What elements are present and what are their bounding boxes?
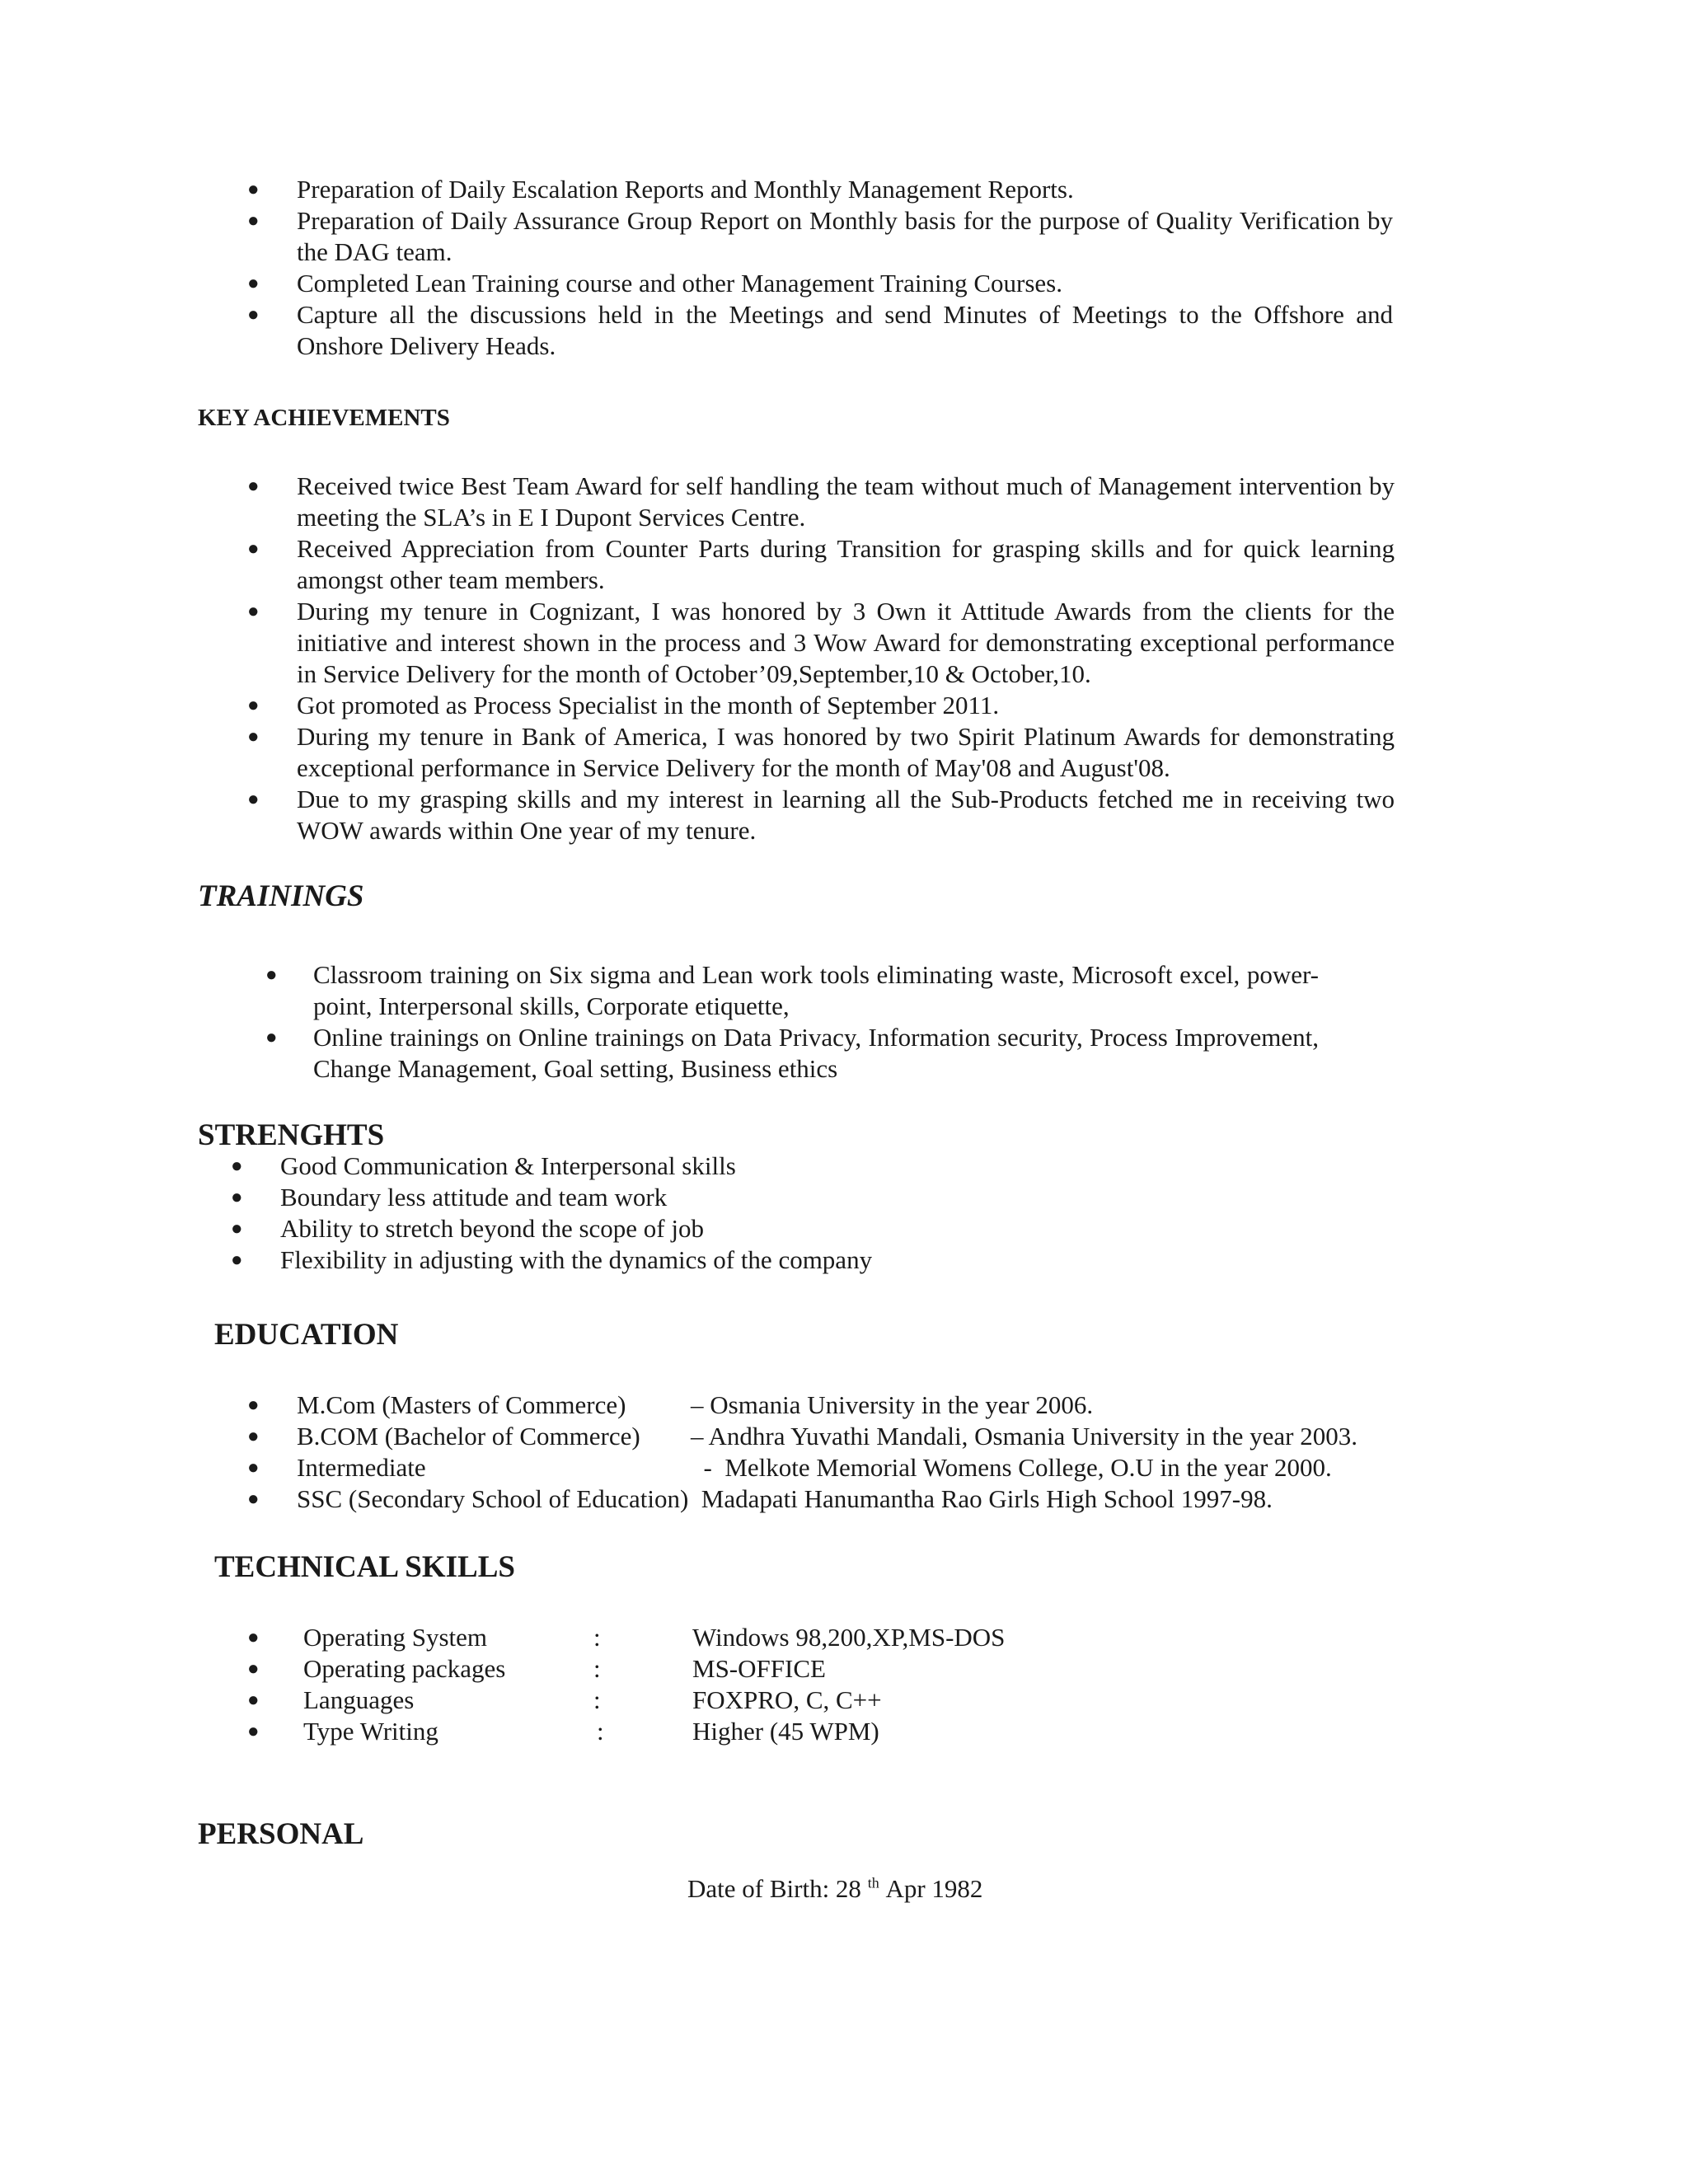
list-item <box>247 1452 1484 1483</box>
dob-ordinal: th <box>867 1874 879 1891</box>
list-item: ● During my tenure in Cognizant, I was honored by 3 Own it Attitude Awards from the clients for the initiative and interest shown in the process and 3 Wow Award for demonstrating exceptional performance in Service Delivery for the month of October’09,September,10 & October,10. <box>247 597 1395 688</box>
bullet-icon: ● <box>247 476 260 497</box>
skill-separator: : <box>593 1623 601 1652</box>
bullet-icon: ● <box>265 964 278 986</box>
list-item: ● Received twice Best Team Award for self handling the team without much of Management intervention by meeting the SLA’s in E I Dupont Services Centre. <box>247 471 1395 532</box>
skill-value: Windows 98,200,XP,MS-DOS <box>692 1623 1006 1652</box>
skill-separator: : <box>597 1717 604 1746</box>
education-detail: Madapati Hanumantha Rao Girls High School 1997-98. <box>701 1484 1273 1513</box>
bullet-icon: ● <box>247 726 260 748</box>
skill-label: Type Writing <box>303 1717 438 1746</box>
list-item: ● During my tenure in Bank of America, I was honored by two Spirit Platinum Awards for demonstrating exceptional performance in Service Delivery for the month of May'08 and August'08. <box>247 722 1395 782</box>
bullet-icon: ● <box>247 1457 260 1479</box>
bullet-icon: ● <box>231 1187 243 1208</box>
skill-label: Languages <box>303 1685 415 1714</box>
personal-heading: PERSONAL <box>198 1817 364 1851</box>
skill-label: Operating packages <box>303 1654 506 1683</box>
bullet-icon: ● <box>247 1658 260 1680</box>
list-item <box>247 1685 1236 1716</box>
list-item <box>247 1716 1236 1747</box>
technical-skills-heading: TECHNICAL SKILLS <box>214 1550 515 1584</box>
bullet-icon: ● <box>247 1394 260 1416</box>
list-item <box>247 1421 1484 1452</box>
skill-separator: : <box>593 1685 601 1714</box>
list-item <box>247 1622 1236 1653</box>
education-degree: B.COM (Bachelor of Commerce) <box>297 1422 640 1451</box>
bullet-icon: ● <box>247 538 260 560</box>
list-item: ● Preparation of Daily Escalation Reports and Monthly Management Reports. <box>247 175 1074 204</box>
skill-separator: : <box>593 1654 601 1683</box>
education-detail: - Melkote Memorial Womens College, O.U in the year 2000. <box>691 1453 1332 1482</box>
education-list <box>247 1390 1484 1515</box>
dob-rest: Apr 1982 <box>885 1874 983 1903</box>
list-item: ● Due to my grasping skills and my interest in learning all the Sub-Products fetched me in receiving two WOW awards within One year of my tenure. <box>247 785 1395 845</box>
list-item: ● Good Communication & Interpersonal skills <box>231 1151 736 1180</box>
list-item: ● Flexibility in adjusting with the dynamics of the company <box>231 1245 873 1274</box>
bullet-icon: ● <box>247 789 260 810</box>
bullet-icon: ● <box>231 1155 243 1177</box>
list-item: ● Ability to stretch beyond the scope of job <box>231 1214 704 1243</box>
strengths-list <box>231 1151 1220 1276</box>
education-degree: M.Com (Masters of Commerce) <box>297 1390 626 1419</box>
list-item <box>247 1483 1484 1515</box>
education-degree: SSC (Secondary School of Education) <box>297 1484 689 1513</box>
bullet-icon: ● <box>231 1218 243 1240</box>
bullet-icon: ● <box>247 601 260 622</box>
list-item: ● Preparation of Daily Assurance Group Report on Monthly basis for the purpose of Quality Verification by the DAG team. <box>247 206 1393 266</box>
education-detail: – Andhra Yuvathi Mandali, Osmania University in the year 2003. <box>691 1422 1357 1451</box>
bullet-icon: ● <box>231 1249 243 1271</box>
bullet-icon: ● <box>247 179 260 200</box>
bullet-icon: ● <box>247 304 260 326</box>
key-achievements-list <box>247 471 1395 846</box>
bullet-icon: ● <box>265 1027 278 1048</box>
list-item: ● Received Appreciation from Counter Parts during Transition for grasping skills and for quick learning amongst other team members. <box>247 534 1395 594</box>
bullet-icon: ● <box>247 1426 260 1447</box>
technical-skills-list <box>247 1622 1236 1747</box>
list-item: ● Capture all the discussions held in the Meetings and send Minutes of Meetings to the Offshore and Onshore Delivery Heads. <box>247 300 1393 360</box>
list-item: ● Online trainings on Online trainings on Data Privacy, Information security, Process Improvement, Change Management, Goal setting, Business ethics <box>265 1023 1319 1083</box>
list-item: ● Boundary less attitude and team work <box>231 1183 668 1212</box>
strengths-heading: STRENGHTS <box>198 1118 385 1152</box>
list-item: ● Classroom training on Six sigma and Lean work tools eliminating waste, Microsoft excel, power-point, Interpersonal skills, Corporate etiquette, <box>265 960 1319 1020</box>
list-item: ● Got promoted as Process Specialist in the month of September 2011. <box>247 691 1000 719</box>
education-degree: Intermediate <box>297 1453 426 1482</box>
date-of-birth <box>687 1873 982 1905</box>
skill-label: Operating System <box>303 1623 487 1652</box>
responsibilities-list <box>247 174 1393 362</box>
trainings-list <box>265 959 1319 1085</box>
bullet-icon: ● <box>247 1690 260 1711</box>
skill-value: MS-OFFICE <box>692 1654 826 1683</box>
bullet-icon: ● <box>247 1488 260 1510</box>
skill-value: FOXPRO, C, C++ <box>692 1685 882 1714</box>
dob-label: Date of Birth: 28 <box>687 1874 861 1903</box>
trainings-heading: TRAININGS <box>198 879 364 913</box>
list-item <box>247 1390 1484 1421</box>
bullet-icon: ● <box>247 1627 260 1648</box>
education-heading: EDUCATION <box>214 1318 399 1352</box>
list-item <box>247 1653 1236 1685</box>
bullet-icon: ● <box>247 695 260 716</box>
key-achievements-heading: KEY ACHIEVEMENTS <box>198 405 450 431</box>
bullet-icon: ● <box>247 1721 260 1742</box>
bullet-icon: ● <box>247 273 260 294</box>
skill-value: Higher (45 WPM) <box>692 1717 879 1746</box>
list-item: ● Completed Lean Training course and other Management Training Courses. <box>247 269 1063 298</box>
bullet-icon: ● <box>247 210 260 232</box>
education-detail: – Osmania University in the year 2006. <box>691 1390 1094 1419</box>
